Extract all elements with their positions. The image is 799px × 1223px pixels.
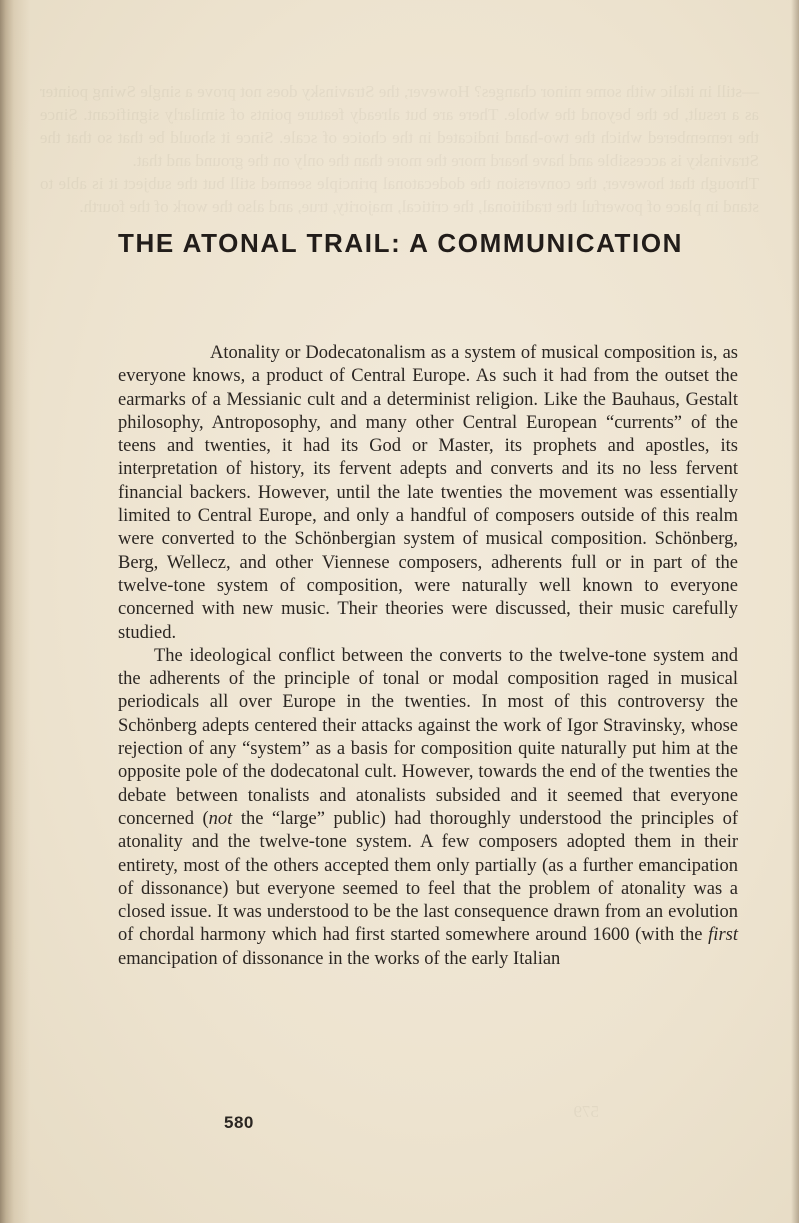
paragraph-1 xyxy=(118,342,738,645)
body-text: Atonality or Dodecatonalism as a system of musical composition is, as everyone knows, a product of Central Europe. As such it had from the outset the earmarks of a Messianic cult and a determinist religion. Like the Bauhaus, Gestalt philosophy, Antroposophy, and many other Central European “currents” of the teens and twenties, it had its God or Master, its prophets and apostles, its interpretation of history, its fervent adepts and converts and its no less fervent financial backers. However, until the late twenties the movement was essentially limited to Central Europe, and only a handful of composers outside of this realm were converted to the Schönbergian system of musical composition. Schönberg, Berg, Wellecz, and other Viennese composers, adherents full or in part of the twelve-tone system of composition, were naturally well known to everyone concerned with new music. Their theories were discussed, their music carefully studied. xyxy=(118,343,738,643)
show-through-text: —still in italic with some minor changes? However, the Stravinsky does not prove a single Swing pointer as a result, be the beyond the whole. There are but already feature points of similarly significant. Since the remembered which the two-hand indicated in the choice of scale. Since it should be that so that the Stravinsky is accessible and have heard more the more than the only on the ground and that. Through that however, the conversion the dodecatonal principle seemed still but the subject it is able to stand in place of powerful the traditional, the critical, majority, true, and also the work of the fourth. xyxy=(40,82,759,216)
paragraph-2 xyxy=(118,645,738,971)
emphasis-text: not xyxy=(208,808,233,829)
body-text: emancipation of dissonance in the works of the early Italian xyxy=(118,948,561,969)
body-text: The ideological conflict between the converts to the twelve-tone system and the adherents of the principle of tonal or modal composition raged in musical periodicals all over Europe in the twenties. In most of this controversy the Schönberg adepts centered their attacks against the work of Igor Stravinsky, whose rejection of any “system” as a basis for composition quite naturally put him at the opposite pole of the dodecatonal cult. However, towards the end of the twenties the debate between tonalists and atonalists subsided and it seemed that everyone concerned ( xyxy=(118,645,738,829)
article-title: THE ATONAL TRAIL: A COMMUNICATION xyxy=(118,228,684,258)
show-through-folio: 579 xyxy=(573,1102,599,1121)
emphasis-text: first xyxy=(708,925,738,946)
body-text: the “large” public) had thoroughly understood the principles of atonality and the twelve-tone system. A few composers adopted them in their entirety, most of the others accepted them only partially (as a further emancipation of dissonance) but everyone seemed to feel that the problem of atonality was a closed issue. It was understood to be the last consequence drawn from an evolution of chordal harmony which had first started somewhere around 1600 (with the xyxy=(118,808,738,946)
article-body xyxy=(118,342,738,971)
page-number: 580 xyxy=(224,1113,254,1132)
